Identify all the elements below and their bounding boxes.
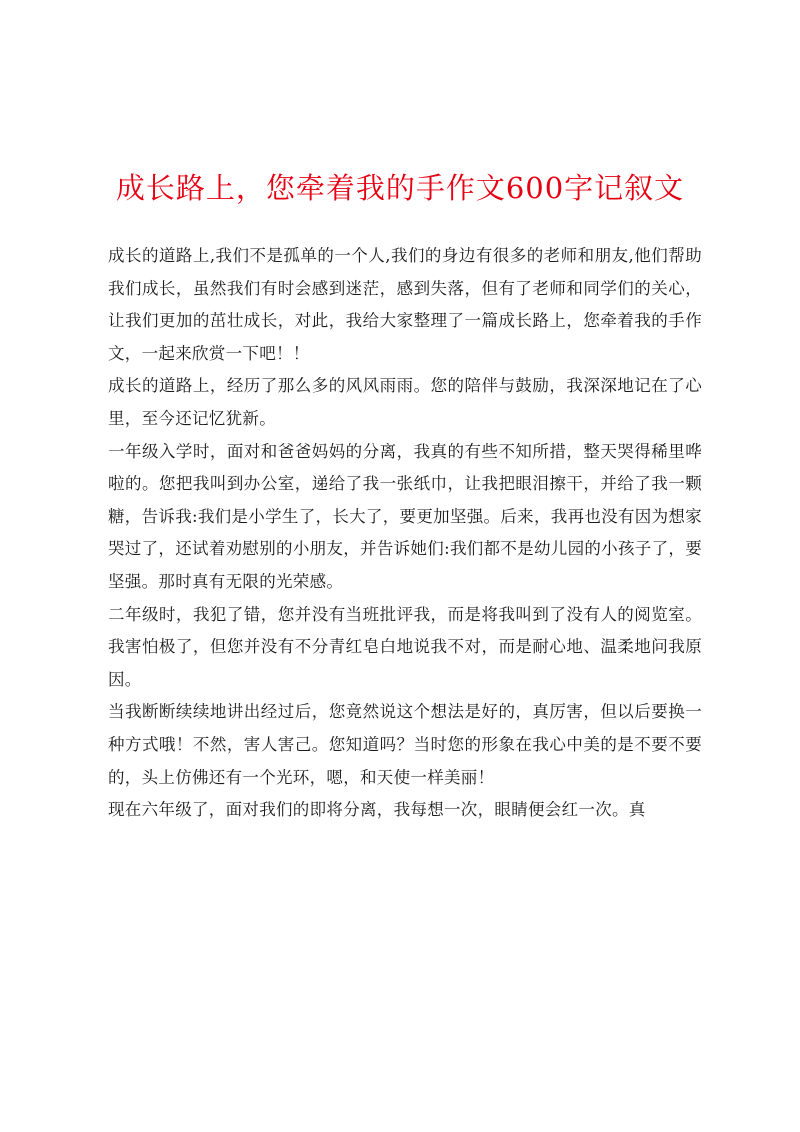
document-body [108, 240, 702, 827]
paragraph-explanation: 当我断断续续地讲出经过后，您竟然说这个想法是好的，真厉害，但以后要换一种方式哦！不然，害人害己。您知道吗？当时您的形象在我心中美的是不要不要的，头上仿佛还有一个光环，嗯，和天使一样美丽！ [108, 702, 702, 787]
paragraph-growth: 成长的道路上，经历了那么多的风风雨雨。您的陪伴与鼓励，我深深地记在了心里，至今还记忆犹新。 [108, 376, 702, 428]
paragraph-first-grade: 一年级入学时，面对和爸爸妈妈的分离，我真的有些不知所措，整天哭得稀里哗啦的。您把我叫到办公室，递给了我一张纸巾，让我把眼泪擦干，并给了我一颗糖，告诉我:我们是小学生了，长大了，要更加坚强。后来，我再也没有因为想家哭过了，还试着劝慰别的小朋友，并告诉她们:我们都不是幼儿园的小孩子了，要坚强。那时真有无限的光荣感。 [108, 441, 702, 591]
document-title: 成长路上，您牵着我的手作文600字记叙文 [115, 171, 685, 205]
paragraph-intro: 成长的道路上,我们不是孤单的一个人,我们的身边有很多的老师和朋友,他们帮助我们成长，虽然我们有时会感到迷茫，感到失落，但有了老师和同学们的关心，让我们更加的茁壮成长，对此，我给大家整理了一篇成长路上，您牵着我的手作文，一起来欣赏一下吧！！ [108, 246, 702, 363]
paragraph-sixth-grade: 现在六年级了，面对我们的即将分离，我每想一次，眼睛便会红一次。真 [108, 800, 646, 820]
paragraph-second-grade: 二年级时，我犯了错，您并没有当班批评我，而是将我叫到了没有人的阅览室。我害怕极了，但您并没有不分青红皂白地说我不对，而是耐心地、温柔地问我原因。 [108, 604, 702, 689]
